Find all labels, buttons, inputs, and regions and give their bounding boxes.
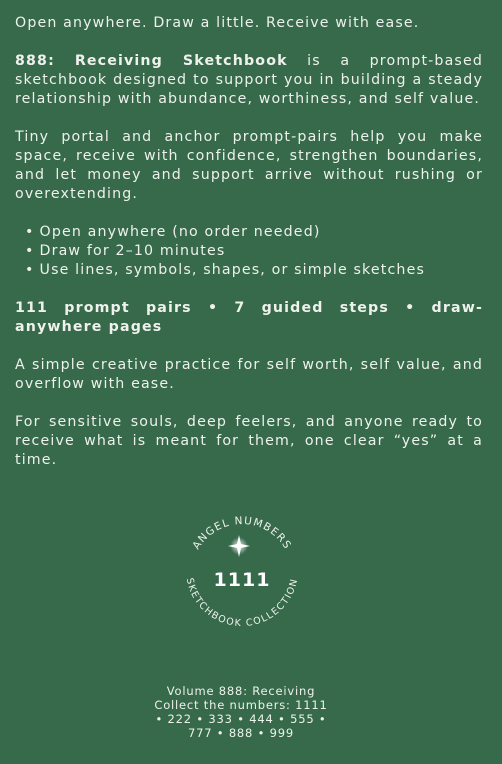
seal-graphic <box>172 504 312 644</box>
portal-paragraph: Tiny portal and anchor prompt-pairs help you make space, receive with confidence, strengthen boundaries, and let money and support arrive without rushing or overextending. <box>15 129 483 202</box>
intro-line: Open anywhere. Draw a little. Receive with ease. <box>15 15 420 31</box>
book-title: 888: Receiving Sketchbook <box>15 53 288 69</box>
list-item: • Use lines, symbols, shapes, or simple sketches <box>15 261 483 280</box>
footer-line: Collect the numbers: 1111 <box>154 698 328 712</box>
footer-line: • 222 • 333 • 444 • 555 • <box>155 712 327 726</box>
audience-paragraph: For sensitive souls, deep feelers, and anyone ready to receive what is meant for them, one clear “yes” at a time. <box>15 414 483 468</box>
angel-numbers-seal <box>172 504 312 644</box>
seal-bottom-text: SKETCHBOOK COLLECTION <box>183 576 301 630</box>
footer <box>0 684 482 740</box>
description-text <box>15 14 483 489</box>
seal-top-text: ANGEL NUMBERS <box>190 514 294 552</box>
description-paragraph <box>15 52 483 109</box>
feature-list <box>15 223 483 280</box>
footer-line: Volume 888: Receiving <box>166 684 316 698</box>
seal-number: 1111 <box>213 569 271 591</box>
stats-line <box>15 299 483 337</box>
footer-line: 777 • 888 • 999 <box>187 726 295 740</box>
stats-text: 111 prompt pairs • 7 guided steps • draw-anywhere pages <box>15 300 483 335</box>
list-item: • Draw for 2–10 minutes <box>15 242 483 261</box>
description-rest: is a prompt-based sketchbook designed to support you in building a steady relationship with abundance, worthiness, and self value. <box>15 53 483 107</box>
list-item: • Open anywhere (no order needed) <box>15 223 483 242</box>
sparkle-icon <box>228 535 250 557</box>
practice-paragraph: A simple creative practice for self worth, self value, and overflow with ease. <box>15 357 483 392</box>
